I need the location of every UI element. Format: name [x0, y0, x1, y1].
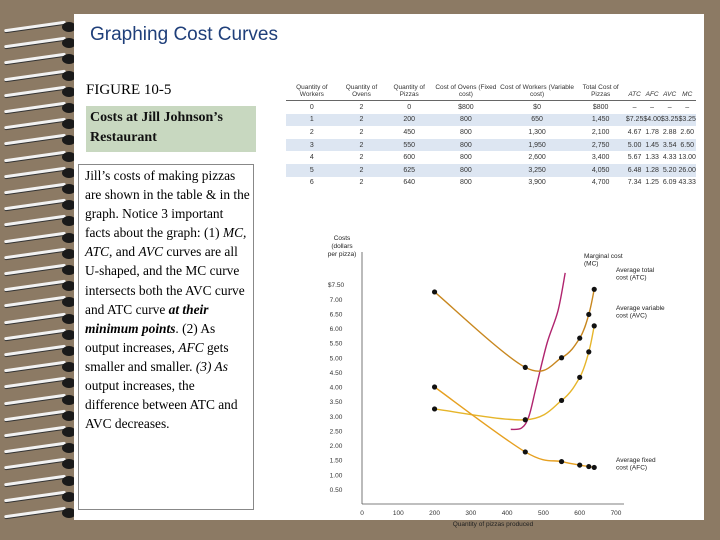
- y-tick-label: 7.00: [329, 296, 343, 304]
- spiral-ring: [4, 184, 78, 194]
- table-cell: 2,750: [576, 139, 626, 152]
- data-point: [432, 384, 437, 389]
- y-tick-label: 4.50: [329, 369, 343, 377]
- table-cell: 1,300: [528, 128, 546, 136]
- spiral-ring: [4, 103, 78, 113]
- table-row: [286, 139, 696, 152]
- data-point: [559, 355, 564, 360]
- spiral-ring: [4, 314, 78, 324]
- body-text-run: . (2) As output increases,: [85, 320, 216, 355]
- y-tick-label: 4.00: [329, 384, 343, 392]
- y-tick-label: 1.50: [329, 457, 343, 465]
- table-cell: 5.00: [626, 139, 644, 152]
- table-cell: $7.25: [626, 114, 644, 127]
- y-tick-label: 5.00: [329, 355, 343, 363]
- series-line: [511, 273, 565, 430]
- table-row: [286, 164, 696, 177]
- body-text-run: AFC: [178, 339, 204, 355]
- table-header: AVC: [661, 60, 679, 101]
- x-tick-label: 400: [501, 510, 513, 517]
- table-cell: 4,700: [591, 179, 610, 187]
- table-header: Quantity of Workers: [286, 60, 338, 101]
- body-text: [78, 164, 254, 510]
- table-cell: 1,450: [576, 114, 626, 127]
- table-cell: 1.78: [645, 128, 659, 136]
- body-text-run: and: [112, 244, 139, 260]
- spiral-ring: [4, 152, 78, 162]
- spiral-ring: [4, 22, 78, 32]
- y-tick-label: 2.00: [329, 443, 343, 450]
- table-cell: 4.67: [627, 128, 642, 136]
- table-cell: 1.28: [643, 164, 661, 177]
- table-cell: 5.20: [661, 164, 679, 177]
- table-header: Total Cost of Pizzas: [576, 60, 626, 101]
- table-cell: 625: [385, 164, 433, 177]
- body-text-run: output increases, the difference between ATC and AVC decreases.: [85, 378, 238, 432]
- spiral-ring: [4, 71, 78, 81]
- table-header: Cost of Ovens (Fixed cost): [433, 60, 499, 101]
- body-text-run: (1): [200, 225, 223, 241]
- table-cell: 600: [403, 154, 416, 162]
- table-cell: –: [685, 103, 690, 111]
- body-text-run: (3) As: [195, 358, 228, 374]
- table-header: Cost of Workers (Variable cost): [499, 60, 576, 101]
- spiral-ring: [4, 216, 78, 226]
- table-header: Quantity of Ovens: [338, 60, 386, 101]
- table-cell: 2: [359, 128, 364, 136]
- table-cell: 800: [433, 114, 499, 127]
- data-point: [577, 336, 582, 341]
- table-cell: 6.09: [662, 179, 677, 187]
- spiral-ring: [4, 119, 78, 129]
- body-text-run: curves are all U-shaped, and the MC curve intersects both the AVC curve and ATC curve: [85, 244, 245, 317]
- data-point: [586, 349, 591, 354]
- data-point: [523, 449, 528, 454]
- table-cell: 26.00: [678, 164, 696, 177]
- y-tick-label: 6.00: [329, 326, 343, 333]
- table-cell: 650: [499, 114, 576, 127]
- table-cell: $4.00: [643, 114, 661, 127]
- table-cell: 2.88: [662, 128, 677, 136]
- spiral-ring: [4, 362, 78, 372]
- table-cell: 13.00: [678, 154, 696, 162]
- table-cell: $0: [533, 103, 541, 111]
- table-cell: 200: [385, 114, 433, 127]
- data-point: [432, 289, 437, 294]
- table-cell: 450: [403, 128, 416, 136]
- table-row: [286, 114, 696, 127]
- table-cell: –: [667, 103, 672, 111]
- table-cell: 2: [338, 114, 386, 127]
- x-tick-label: 0: [360, 510, 364, 517]
- data-point: [586, 464, 591, 469]
- table-cell: 1.45: [643, 139, 661, 152]
- table-cell: 2: [359, 154, 364, 162]
- spiral-ring: [4, 135, 78, 145]
- y-tick-label: 0.50: [329, 486, 343, 494]
- table-row: [286, 126, 696, 139]
- table-cell: 4,050: [576, 164, 626, 177]
- cost-table: [286, 60, 696, 214]
- table-cell: 1,950: [499, 139, 576, 152]
- table-cell: 3,250: [499, 164, 576, 177]
- table-cell: 1.25: [645, 179, 659, 187]
- table-cell: –: [650, 103, 655, 111]
- notebook-spiral: [0, 14, 80, 520]
- figure-label: FIGURE 10-5: [86, 82, 172, 98]
- spiral-ring: [4, 249, 78, 259]
- spiral-ring: [4, 411, 78, 421]
- table-header-row: [286, 60, 696, 101]
- table-cell: 1: [286, 114, 338, 127]
- y-tick-label: 3.00: [329, 413, 343, 421]
- x-tick-label: 200: [429, 510, 441, 517]
- x-tick-label: 100: [392, 510, 404, 517]
- table-cell: 800: [460, 128, 472, 136]
- table-cell: 43.33: [678, 179, 696, 187]
- table-cell: 2: [309, 128, 314, 136]
- spiral-ring: [4, 459, 78, 469]
- data-point: [577, 462, 582, 467]
- table-cell: 4.33: [662, 154, 677, 162]
- data-point: [577, 375, 582, 380]
- table-cell: 0: [407, 103, 412, 111]
- table-cell: $800: [592, 103, 609, 111]
- spiral-ring: [4, 233, 78, 243]
- spiral-ring: [4, 168, 78, 178]
- spiral-ring: [4, 330, 78, 340]
- spiral-ring: [4, 378, 78, 388]
- table-cell: 3.54: [661, 139, 679, 152]
- data-point: [586, 312, 591, 317]
- y-tick-label: 3.50: [329, 399, 343, 407]
- series-line: [435, 387, 595, 467]
- spiral-ring: [4, 297, 78, 307]
- data-point: [523, 365, 528, 370]
- data-point: [559, 398, 564, 403]
- spiral-ring: [4, 427, 78, 437]
- table-cell: 2: [359, 103, 364, 111]
- y-tick-label: 5.50: [329, 340, 343, 348]
- table-cell: 2: [359, 179, 364, 187]
- body-text-run: at their minimum points: [85, 301, 209, 336]
- series-line: [435, 326, 595, 420]
- series-label: Marginal cost (MC): [584, 253, 623, 268]
- table-cell: 2,100: [591, 128, 610, 136]
- y-axis-label: Costs (dollars per pizza): [327, 235, 357, 258]
- table-cell: 5.67: [627, 154, 642, 162]
- x-tick-label: 300: [465, 510, 477, 517]
- spiral-ring: [4, 346, 78, 356]
- table-cell: 800: [460, 154, 472, 162]
- table-header: Quantity of Pizzas: [385, 60, 433, 101]
- data-point: [592, 465, 597, 470]
- table-cell: $3.25: [678, 114, 696, 127]
- spiral-ring: [4, 443, 78, 453]
- body-text-run: AVC: [138, 244, 164, 260]
- x-tick-label: 700: [610, 510, 622, 517]
- spiral-ring: [4, 265, 78, 275]
- table-row: [286, 101, 696, 114]
- table-cell: 640: [403, 179, 416, 187]
- series-label: Average fixed cost (AFC): [616, 457, 656, 472]
- table-cell: 2: [338, 139, 386, 152]
- y-tick-label: 1.00: [329, 472, 343, 480]
- table-cell: 2.60: [680, 128, 695, 136]
- data-point: [432, 406, 437, 411]
- x-tick-label: 500: [537, 510, 549, 517]
- table-header: MC: [678, 60, 696, 101]
- table-row: [286, 177, 696, 190]
- table-cell: –: [632, 103, 637, 111]
- y-tick-label: 2.50: [329, 428, 343, 436]
- series-label: Average total cost (ATC): [616, 267, 655, 282]
- slide-title: Graphing Cost Curves: [90, 24, 278, 45]
- table-cell: 7.34: [627, 179, 642, 187]
- table-cell: 5: [286, 164, 338, 177]
- table-cell: 6.48: [626, 164, 644, 177]
- table-row: [286, 151, 696, 164]
- x-tick-label: 600: [574, 510, 586, 517]
- table-header: AFC: [643, 60, 661, 101]
- body-text-run: gets smaller and smaller.: [85, 339, 229, 374]
- spiral-ring: [4, 492, 78, 502]
- table-cell: 3: [286, 139, 338, 152]
- spiral-ring: [4, 395, 78, 405]
- x-axis-label: Quantity of pizzas produced: [452, 521, 534, 528]
- table-cell: 6: [309, 179, 314, 187]
- table-cell: 2,600: [528, 154, 546, 162]
- table-cell: 800: [433, 164, 499, 177]
- spiral-ring: [4, 38, 78, 48]
- table-cell: 800: [433, 139, 499, 152]
- table-cell: 4: [309, 154, 314, 162]
- table-cell: 3,900: [528, 179, 546, 187]
- y-tick-label: $7.50: [327, 282, 345, 290]
- spiral-ring: [4, 200, 78, 210]
- spiral-ring: [4, 54, 78, 64]
- table-cell: 1.33: [645, 154, 659, 162]
- y-tick-label: 6.50: [329, 311, 343, 319]
- series-label: Average variable cost (AVC): [616, 305, 665, 320]
- spiral-ring: [4, 476, 78, 486]
- data-point: [523, 417, 528, 422]
- table-cell: $800: [458, 103, 474, 111]
- table-header: ATC: [626, 60, 644, 101]
- slide: [74, 14, 704, 528]
- table-cell: $3.25: [661, 114, 679, 127]
- data-point: [592, 287, 597, 292]
- figure-caption: Costs at Jill Johnson’s Restaurant: [86, 106, 256, 152]
- spiral-ring: [4, 87, 78, 97]
- table-cell: 550: [385, 139, 433, 152]
- body-text-run: MC, ATC,: [85, 225, 247, 260]
- data-point: [559, 459, 564, 464]
- table-cell: 800: [460, 179, 472, 187]
- data-point: [592, 323, 597, 328]
- series-line: [435, 289, 595, 371]
- spiral-ring: [4, 281, 78, 291]
- cost-curves-chart: [254, 214, 704, 528]
- spiral-ring: [4, 508, 78, 518]
- table-cell: 2: [338, 164, 386, 177]
- table-body: [286, 101, 696, 190]
- table-cell: 3,400: [591, 154, 610, 162]
- table-cell: 6.50: [678, 139, 696, 152]
- table-cell: 0: [309, 103, 314, 111]
- body-text-run: Jill’s costs of making pizzas are shown in the table & in the graph. Notice 3 important facts about the graph:: [85, 168, 250, 241]
